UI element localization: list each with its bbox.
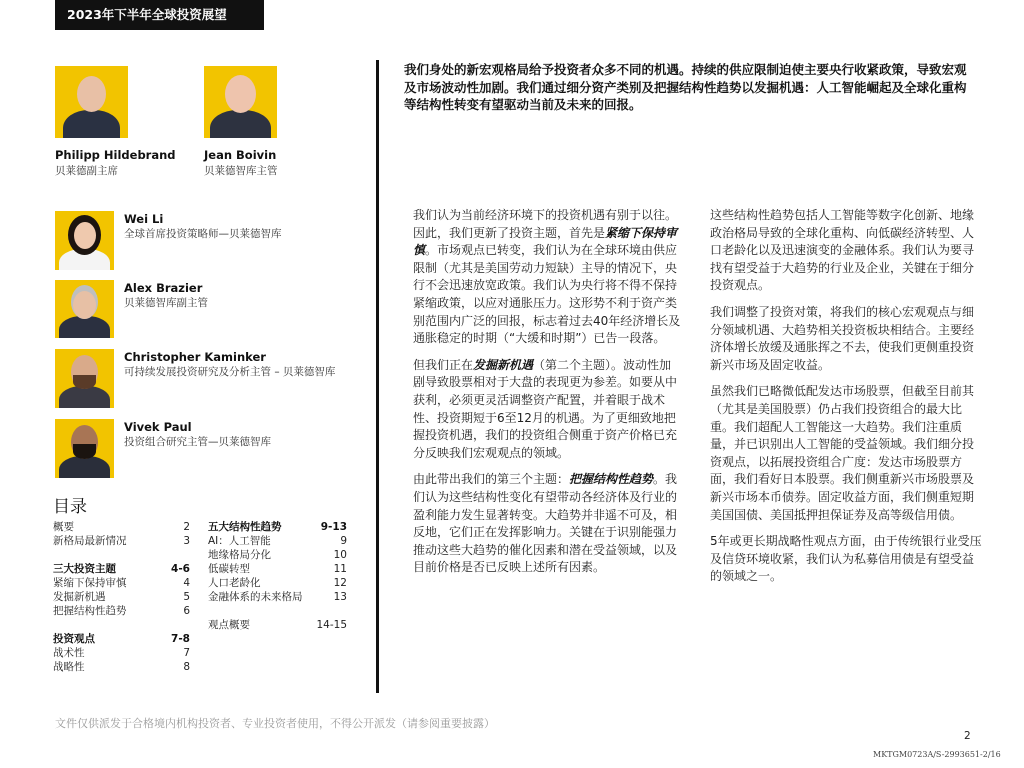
toc-entry-label: 人口老龄化 [208,577,261,589]
avatar-alex-brazier [55,280,114,338]
paragraph: 但我们正在发掘新机遇（第二个主题）。波动性加剧导致股票相对于大盘的表现更为参差。如要从中获利，必须更灵活调整资产配置，并着眼于战术性、投资期短于6至12月的机遇。为了更细致地把握投资机遇，我们的投资组合侧重于资产价格已充分反映我们宏观观点的领域。 [413,357,678,460]
toc-entry[interactable] [208,576,347,590]
toc-entry-page: 13 [333,591,347,603]
toc-entry[interactable] [53,590,190,604]
person-name: Alex Brazier [124,281,203,295]
person-title: 贝莱德智库主管 [204,165,278,177]
body-column-left [413,207,681,586]
toc-entry[interactable] [53,604,190,618]
toc-entry-label: 战略性 [53,661,85,673]
toc-entry[interactable] [53,576,190,590]
person-title: 贝莱德副主席 [55,165,118,177]
report-title: 2023年下半年全球投资展望 [67,7,227,22]
person-title: 投资组合研究主管—贝莱德智库 [124,436,271,448]
person-title: 贝莱德智库副主管 [124,297,208,309]
toc-entry-page: 7 [183,647,190,659]
toc-entry-page: 14-15 [316,619,347,631]
paragraph: 这些结构性趋势包括人工智能等数字化创新、地缘政治格局导致的全球化重构、向低碳经济转型、人口老龄化以及迅速演变的金融体系。我们认为要寻找有望受益于大趋势的行业及企业，关键在于细分投资观点。 [710,208,975,293]
toc-entry[interactable] [53,534,190,548]
avatar-jean-boivin [204,66,277,138]
disclaimer: 文件仅供派发于合格境内机构投资者、专业投资者使用，不得公开派发（请参阅重要披露） [55,717,495,730]
document-code: MKTGM0723A/S-2993651-2/16 [873,750,1001,759]
toc-entry-label: 战术性 [53,647,85,659]
toc-entry-page: 3 [183,535,190,547]
person-title: 可持续发展投资研究及分析主管 – 贝莱德智库 [124,366,336,378]
toc-entry[interactable] [208,590,347,604]
toc-entry-label: 投资观点 [53,633,95,645]
toc-entry-page: 9 [340,535,347,547]
toc-entry[interactable] [53,632,190,646]
toc-entry-label: 五大结构性趋势 [208,521,282,533]
toc-entry-page: 11 [333,563,347,575]
toc-entry-page: 2 [183,521,190,533]
avatar-wei-li [55,211,114,270]
toc-title: 目录 [53,497,87,517]
toc-entry-label: 金融体系的未来格局 [208,591,303,603]
toc-entry-label: 观点概要 [208,619,250,631]
paragraph: 我们调整了投资对策，将我们的核心宏观观点与细分领域机遇、大趋势相关投资板块相结合。主要经济体增长放缓及通胀挥之不去，使我们更侧重投资新兴市场及固定收益。 [710,304,975,372]
toc-entry-label: 发掘新机遇 [53,591,106,603]
toc-entry-label: 三大投资主题 [53,563,116,575]
toc-entry-page: 9-13 [320,521,347,533]
person-name: Vivek Paul [124,420,192,434]
report-title-bar [55,0,264,30]
toc-entry-label: 地缘格局分化 [208,549,271,561]
toc-entry[interactable] [208,520,347,534]
toc-entry-label: 低碳转型 [208,563,250,575]
paragraph: 5年或更长期战略性观点方面，由于传统银行业受压及信贷环境收紧，我们认为私募信用债是有望受益的领域之一。 [710,534,982,584]
toc-entry-page: 4 [183,577,190,589]
toc-entry-page: 8 [183,661,190,673]
toc-entry-label: AI：人工智能 [208,535,271,547]
toc-entry[interactable] [53,562,190,576]
person-name: Christopher Kaminker [124,350,266,364]
toc-entry-page: 12 [333,577,347,589]
lead-paragraph: 我们身处的新宏观格局给予投资者众多不同的机遇。持续的供应限制迫使主要央行收紧政策，导致宏观及市场波动性加剧。我们通过细分资产类别及把握结构性趋势以发掘机遇：人工智能崛起及全球化重构等结构性转变有望驱动当前及未来的回报。 [404,62,967,112]
person-name: Wei Li [124,212,164,226]
person-title: 全球首席投资策略师—贝莱德智库 [124,228,282,240]
toc-entry[interactable] [53,646,190,660]
toc-entry-label: 新格局最新情况 [53,535,127,547]
avatar-christopher-kaminker [55,349,114,408]
person-name: Jean Boivin [204,148,277,162]
toc-entry[interactable] [208,618,347,632]
paragraph: 我们认为当前经济环境下的投资机遇有别于以往。因此，我们更新了投资主题，首先是紧缩下保持审慎。市场观点已转变，我们认为在全球环境由供应限制（尤其是美国劳动力短缺）主导的情况下，央行不会迅速放宽政策。我们认为央行将不得不保持紧缩政策，以应对通胀压力。这形势不利于资产类别范围内广泛的回报，标志着过去40年经济增长及通胀稳定的时期（“大缓和时期”）已告一段落。 [413,208,681,346]
toc-entry[interactable] [208,548,347,562]
toc-entry-page: 10 [333,549,347,561]
page-number: 2 [964,730,971,742]
toc-entry-page: 5 [183,591,190,603]
toc-entry-page: 6 [183,605,190,617]
toc-entry-page: 4-6 [171,563,190,575]
toc-entry-label: 紧缩下保持审慎 [53,577,127,589]
column-divider [376,60,379,693]
toc-entry[interactable] [53,520,190,534]
avatar-philipp-hildebrand [55,66,128,138]
person-name: Philipp Hildebrand [55,148,176,162]
paragraph: 虽然我们已略微低配发达市场股票，但截至目前其（尤其是美国股票）仍占我们投资组合的最大比重。我们超配人工智能这一大趋势。我们注重质量，并已识别出人工智能的受益领域。我们细分投资观点，以拓展投资组合广度：发达市场股票方面，我们看好日本股票。我们侧重新兴市场股票及新兴市场本币债券。固定收益方面，我们侧重短期美国国债、美国抵押担保证券及高等级信用债。 [710,384,975,522]
avatar-vivek-paul [55,419,114,478]
toc-entry-label: 概要 [53,521,74,533]
toc-entry[interactable] [208,534,347,548]
toc-entry-page: 7-8 [171,633,190,645]
toc-entry-label: 把握结构性趋势 [53,605,127,617]
paragraph: 由此带出我们的第三个主题：把握结构性趋势。我们认为这些结构性变化有望带动各经济体及行业的盈利能力发生显著转变。大趋势并非遥不可及，相反地，它们正在发挥影响力。关键在于识别能强力推动这些大趋势的催化因素和潜在受益领域，以及目前价格是否已反映上述所有因素。 [413,472,678,575]
body-column-right [710,207,982,595]
toc-entry[interactable] [208,562,347,576]
toc-entry[interactable] [53,660,190,674]
